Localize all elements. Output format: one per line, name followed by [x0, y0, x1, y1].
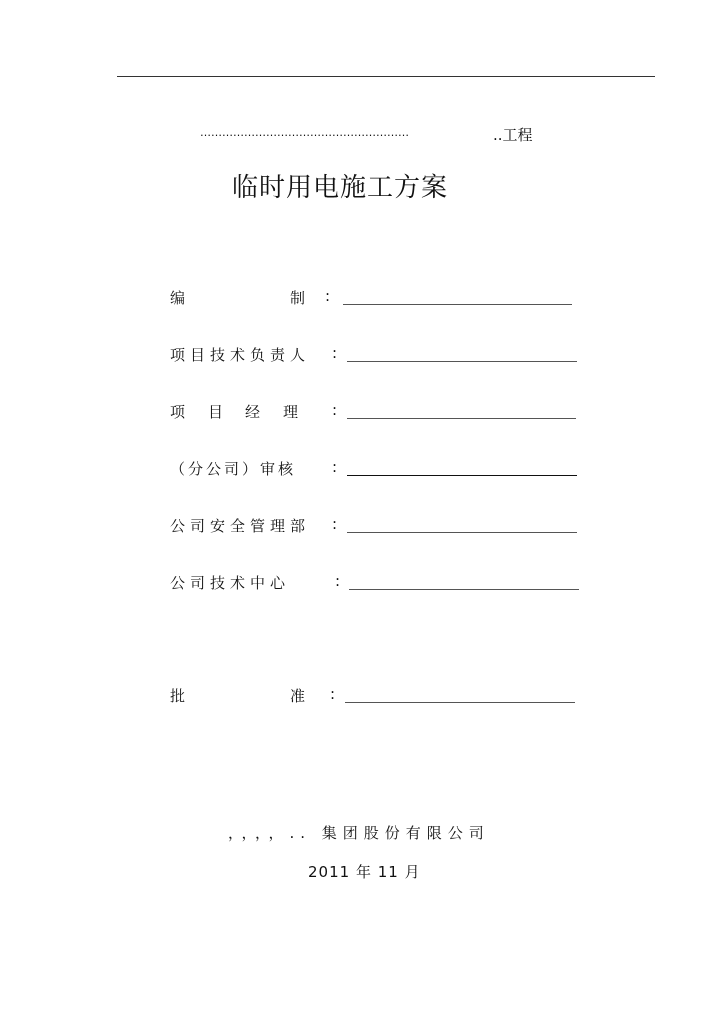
- label-char: 准: [290, 687, 306, 705]
- label-char: 项: [170, 403, 186, 421]
- signature-line[interactable]: [349, 589, 579, 590]
- document-title: 临时用电施工方案: [232, 173, 449, 203]
- signature-colon: :: [332, 458, 338, 476]
- signature-line[interactable]: [347, 418, 576, 419]
- header-rule: [117, 76, 655, 77]
- label-char: 批: [170, 687, 186, 705]
- signature-colon: :: [332, 344, 338, 362]
- label-char: 编: [170, 289, 186, 307]
- signature-label: 公司技术中心: [170, 574, 291, 592]
- label-char: 经: [245, 403, 261, 421]
- signature-line[interactable]: [347, 532, 577, 533]
- signature-row-compiler: [170, 287, 590, 311]
- signature-row-branch-review: [170, 458, 590, 482]
- signature-colon: :: [325, 287, 331, 305]
- signature-colon: :: [332, 401, 338, 419]
- signature-line[interactable]: [345, 702, 575, 703]
- signature-label: （分公司）审核: [170, 460, 297, 478]
- signature-row-safety-dept: [170, 515, 590, 539]
- signature-line[interactable]: [343, 304, 572, 305]
- label-char: 理: [283, 403, 299, 421]
- signature-line[interactable]: [347, 475, 577, 476]
- signature-row-project-tech-lead: [170, 344, 590, 368]
- signature-colon: :: [335, 572, 341, 590]
- signature-row-approval: [170, 685, 590, 709]
- signature-label: 项目技术负责人: [170, 346, 311, 364]
- project-suffix: ..工程: [493, 126, 533, 144]
- signature-colon: :: [332, 515, 338, 533]
- company-name: ，，，，.. 集团股份有限公司: [228, 824, 490, 842]
- label-char: 目: [208, 403, 224, 421]
- project-name-placeholder: …………………………………………………: [200, 126, 409, 139]
- signature-row-tech-center: [170, 572, 590, 596]
- signature-label: 公司安全管理部: [170, 517, 311, 535]
- signature-row-project-manager: [170, 401, 590, 425]
- label-char: 制: [290, 289, 306, 307]
- project-name-line: [190, 124, 550, 146]
- signature-colon: :: [330, 685, 336, 703]
- signature-line[interactable]: [347, 361, 577, 362]
- document-date: 2011 年 11 月: [308, 863, 421, 881]
